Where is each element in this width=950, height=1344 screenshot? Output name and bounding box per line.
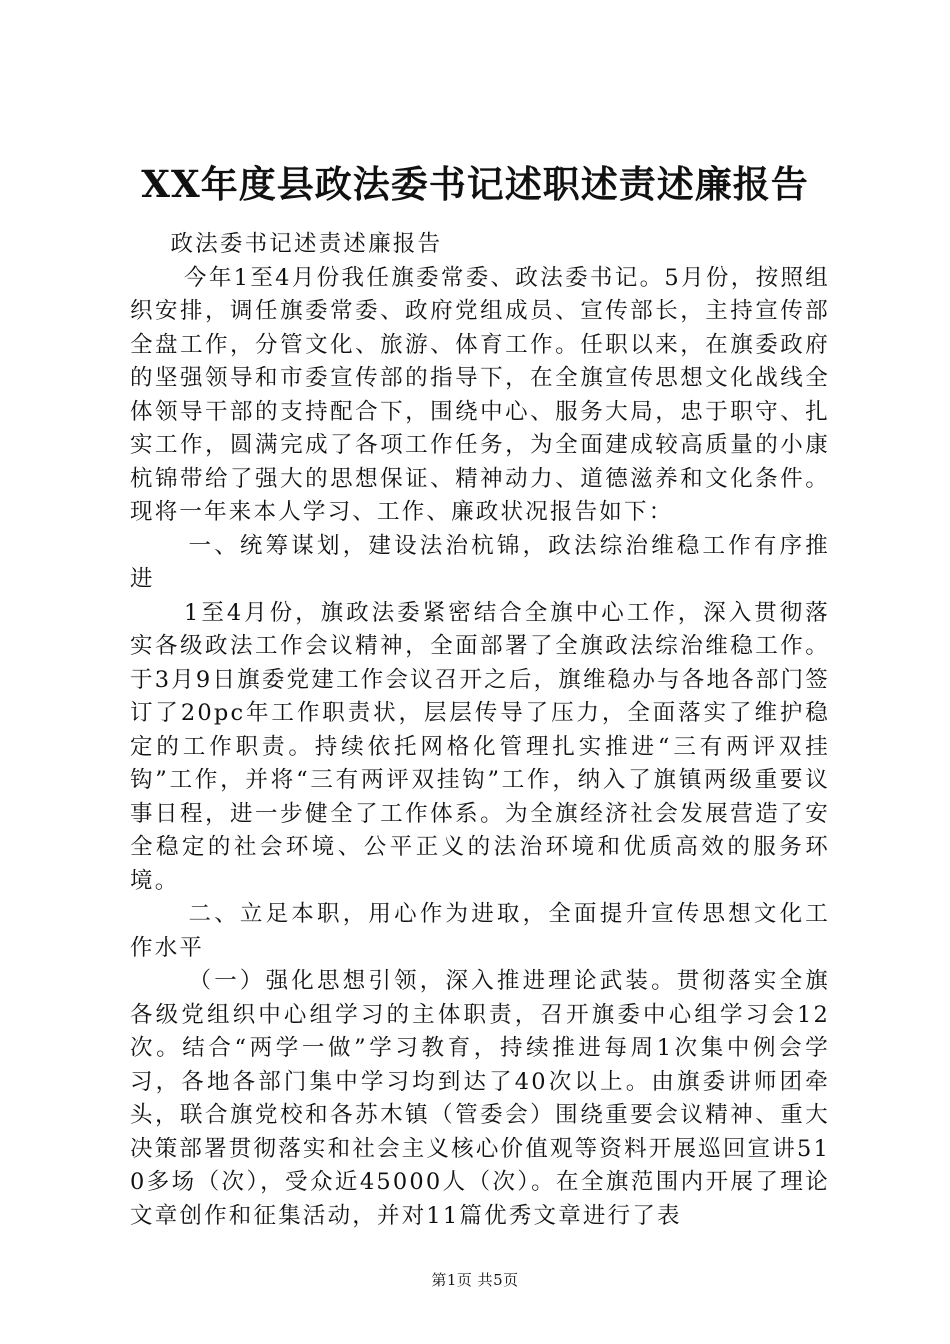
paragraph-section-2-1: （一）强化思想引领，深入推进理论武装。贯彻落实全旗各级党组织中心组学习的主体职责，召开旗委中心组学习会12次。结合“两学一做”学习教育，持续推进每周1次集中例会学习，各地各部门集中学习均到达了40次以上。由旗委讲师团牵头，联合旗党校和各苏木镇（管委会）围绕重要会议精神、重大决策部署贯彻落实和社会主义核心价值观等资料开展巡回宣讲510多场（次），受众近45000人（次）。在全旗范围内开展了理论文章创作和征集活动，并对11篇优秀文章进行了表 [130, 968, 830, 1229]
page-number: 第1页 共5页 [431, 1271, 519, 1289]
document-title: XX年度县政法委书记述职述责述廉报告 [141, 162, 809, 206]
paragraph-subtitle: 政法委书记述责述廉报告 [170, 231, 443, 257]
section-heading-2: 二、立足本职，用心作为进取，全面提升宣传思想文化工作水平 [130, 901, 830, 961]
paragraph-section-1: 1至4月份，旗政法委紧密结合全旗中心工作，深入贯彻落实各级政法工作会议精神，全面部署了全旗政法综治维稳工作。于3月9日旗委党建工作会议召开之后，旗维稳办与各地各部门签订了20pc年工作职责状，层层传导了压力，全面落实了维护稳定的工作职责。持续依托网格化管理扎实推进“三有两评双挂钩”工作，并将“三有两评双挂钩”工作，纳入了旗镇两级重要议事日程，进一步健全了工作体系。为全旗经济社会发展营造了安全稳定的社会环境、公平正义的法治环境和优质高效的服务环境。 [130, 599, 830, 894]
section-heading-1: 一、统筹谋划，建设法治杭锦，政法综治维稳工作有序推进 [130, 532, 830, 592]
document-body [130, 228, 830, 1233]
paragraph-intro: 今年1至4月份我任旗委常委、政法委书记。5月份，按照组织安排，调任旗委常委、政府党组成员、宣传部长，主持宣传部全盘工作，分管文化、旅游、体育工作。任职以来，在旗委政府的坚强领导和市委宣传部的指导下，在全旗宣传思想文化战线全体领导干部的支持配合下，围绕中心、服务大局，忠于职守、扎实工作，圆满完成了各项工作任务，为全面建成较高质量的小康杭锦带给了强大的思想保证、精神动力、道德滋养和文化条件。现将一年来本人学习、工作、廉政状况报告如下： [130, 264, 830, 525]
